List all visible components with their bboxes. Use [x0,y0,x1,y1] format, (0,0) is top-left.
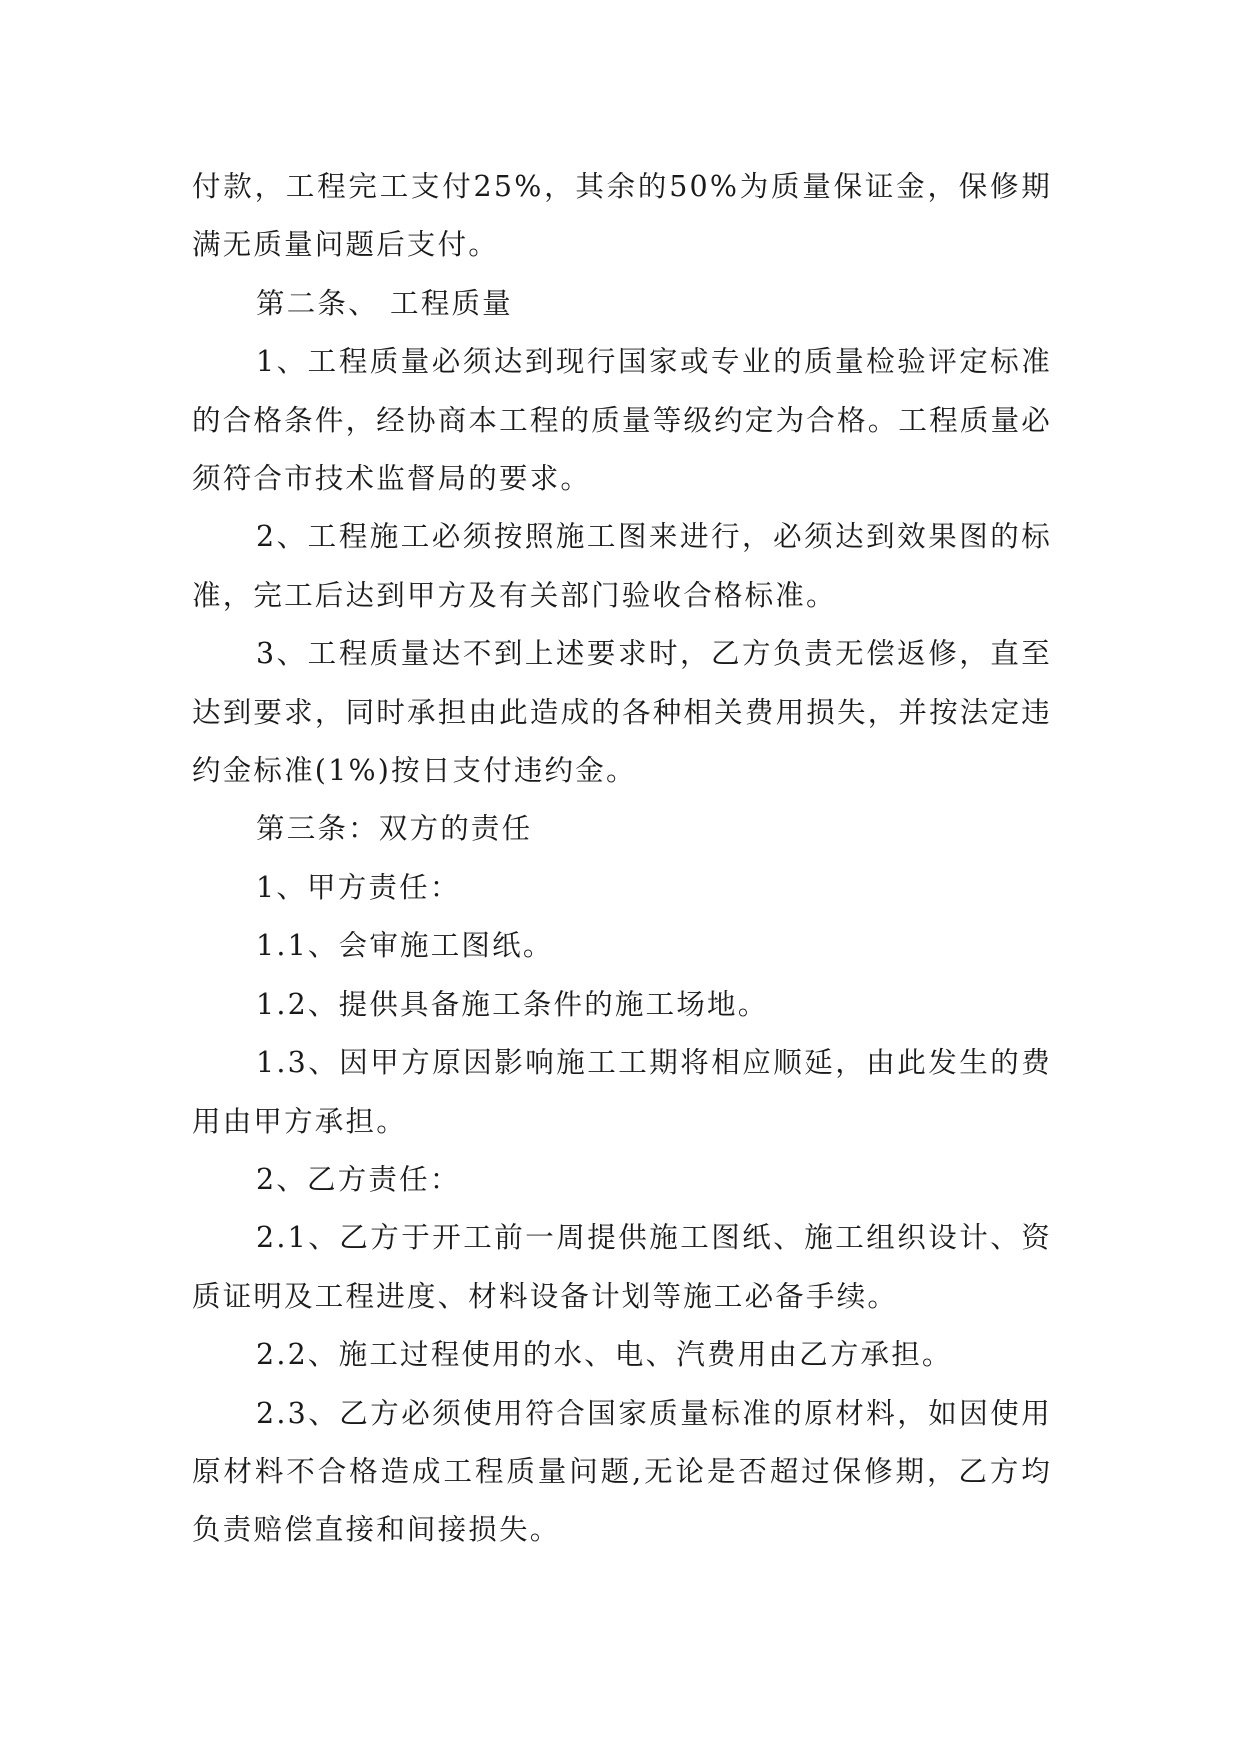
subheading-party-b: 2、乙方责任： [256,1162,461,1196]
clause-party-b-2-3: 2.3、乙方必须使用符合国家质量标准的原材料，如因使用原材料不合格造成工程质量问题,无论是否超过保修期，乙方均负责赔偿直接和间接损失。 [192,1396,1052,1547]
document-body [192,158,1052,1560]
clause-party-a-1-3: 1.3、因甲方原因影响施工工期将相应顺延，由此发生的费用由甲方承担。 [192,1046,1052,1138]
clause-quality-2: 2、工程施工必须按照施工图来进行，必须达到效果图的标准，完工后达到甲方及有关部门验收合格标准。 [192,520,1052,612]
paragraph-payment-terms: 付款，工程完工支付25%，其余的50%为质量保证金，保修期满无质量问题后支付。 [192,170,1052,262]
clause-party-a-1-1: 1.1、会审施工图纸。 [256,929,554,963]
clause-quality-3: 3、工程质量达不到上述要求时，乙方负责无偿返修，直至达到要求，同时承担由此造成的各种相关费用损失，并按法定违约金标准(1%)按日支付违约金。 [192,637,1052,788]
clause-quality-1: 1、工程质量必须达到现行国家或专业的质量检验评定标准的合格条件，经协商本工程的质量等级约定为合格。工程质量必须符合市技术监督局的要求。 [192,345,1052,496]
subheading-party-a: 1、甲方责任： [256,870,461,904]
clause-party-a-1-2: 1.2、提供具备施工条件的施工场地。 [256,987,769,1021]
section-heading-responsibilities: 第三条：双方的责任 [256,812,533,846]
section-heading-quality: 第二条、 工程质量 [256,286,513,320]
clause-party-b-2-1: 2.1、乙方于开工前一周提供施工图纸、施工组织设计、资质证明及工程进度、材料设备计划等施工必备手续。 [192,1221,1052,1313]
clause-party-b-2-2: 2.2、施工过程使用的水、电、汽费用由乙方承担。 [256,1338,953,1372]
